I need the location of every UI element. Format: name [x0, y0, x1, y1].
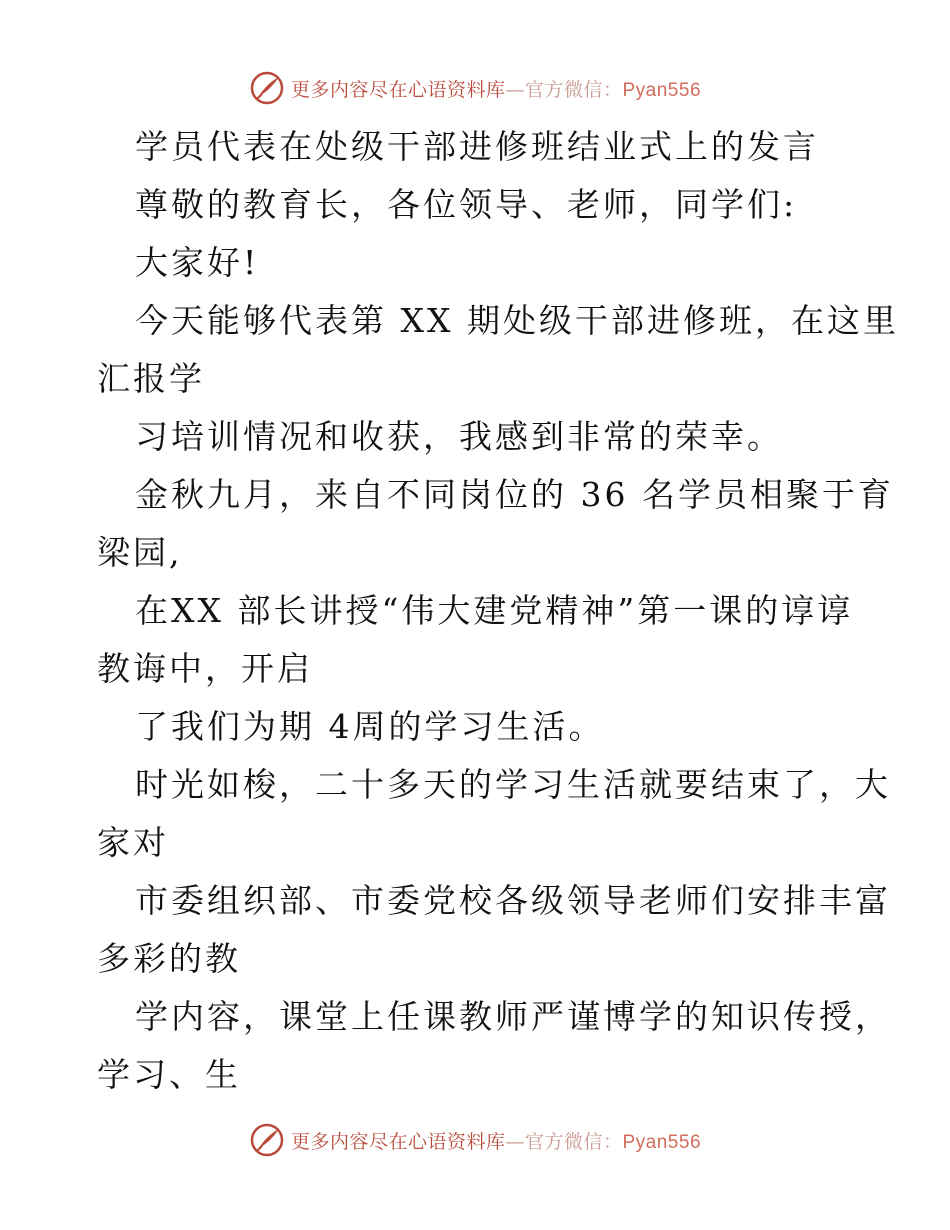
watermark-text [291, 1127, 701, 1154]
quill-logo-icon [249, 1122, 285, 1158]
watermark-dash: — [505, 78, 525, 101]
document-line: 梁园, [97, 533, 183, 572]
header-watermark [0, 70, 950, 106]
document-line: 金秋九月，来自不同岗位的 36 名学员相聚于育 [135, 475, 894, 514]
document-line: 多彩的教 [97, 939, 241, 978]
document-line: 习培训情况和收获，我感到非常的荣幸。 [135, 417, 783, 456]
watermark-prefix: 更多内容尽在心语资料库 [290, 1130, 506, 1153]
document-line: 教诲中，开启 [97, 649, 313, 688]
watermark-id: Pyan556 [622, 1131, 702, 1153]
watermark-dash: — [505, 1130, 525, 1153]
document-body [97, 118, 899, 1104]
watermark-label: 官方微信： [524, 1130, 623, 1153]
footer-watermark [0, 1122, 950, 1158]
quill-logo-icon [249, 70, 285, 106]
watermark-id: Pyan556 [622, 79, 702, 101]
watermark-text [291, 75, 701, 102]
document-line: 学员代表在处级干部进修班结业式上的发言 [135, 127, 819, 166]
document-line: 学内容，课堂上任课教师严谨博学的知识传授， [135, 997, 891, 1036]
document-line: 了我们为期 4周的学习生活。 [135, 707, 605, 746]
watermark-label: 官方微信： [524, 78, 623, 101]
document-line: 今天能够代表第 XX 期处级干部进修班，在这里 [135, 301, 899, 340]
document-line: 学习、生 [97, 1055, 241, 1094]
document-line: 在XX 部长讲授“伟大建党精神”第一课的谆谆 [135, 591, 854, 630]
document-line: 时光如梭，二十多天的学习生活就要结束了，大 [135, 765, 891, 804]
document-line: 汇报学 [97, 359, 205, 398]
document-line: 家对 [97, 823, 169, 862]
document-line: 市委组织部、市委党校各级领导老师们安排丰富 [135, 881, 891, 920]
document-line: 尊敬的教育长，各位领导、老师，同学们: [135, 185, 798, 224]
watermark-prefix: 更多内容尽在心语资料库 [290, 78, 506, 101]
document-line: 大家好! [135, 243, 260, 282]
